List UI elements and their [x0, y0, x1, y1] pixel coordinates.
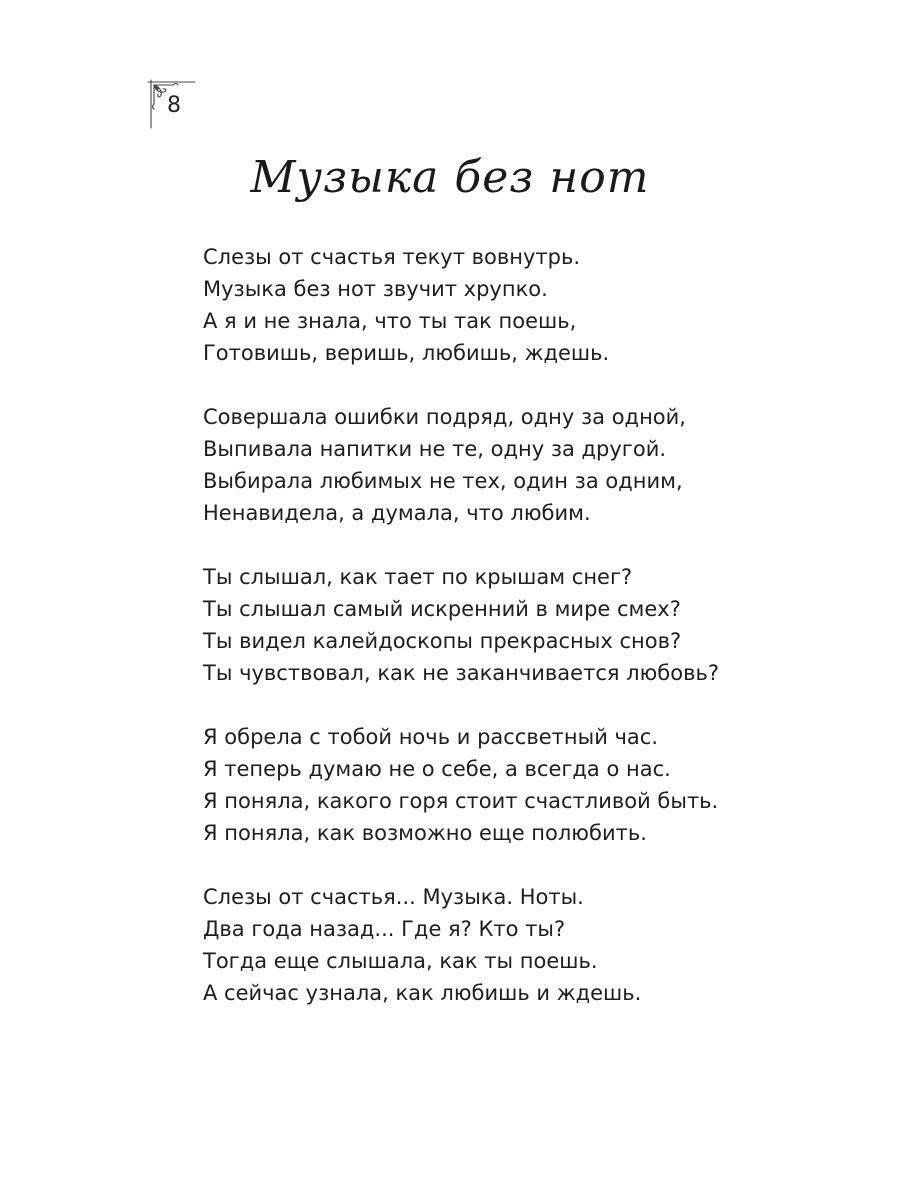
poem-body [203, 241, 823, 1041]
poem-line: А я и не знала, что ты так поешь, [203, 309, 577, 333]
poem-line: Ненавидела, а думала, что любим. [203, 501, 591, 525]
poem-title: Музыка без нот [250, 152, 650, 203]
poem-line: Тогда еще слышала, как ты поешь. [203, 949, 598, 973]
poem-line: Ты слышал, как тает по крышам снег? [203, 565, 633, 589]
stanza-2 [203, 401, 823, 529]
poem-line: Я теперь думаю не о себе, а всегда о нас. [203, 757, 671, 781]
poem-line: Два года назад... Где я? Кто ты? [203, 917, 566, 941]
poem-line: А сейчас узнала, как любишь и ждешь. [203, 981, 642, 1005]
poem-line: Слезы от счастья... Музыка. Ноты. [203, 885, 584, 909]
poem-line: Готовишь, веришь, любишь, ждешь. [203, 341, 610, 365]
poem-line: Выпивала напитки не те, одну за другой. [203, 437, 667, 461]
poem-line: Выбирала любимых не тех, один за одним, [203, 469, 683, 493]
poem-line: Я поняла, как возможно еще полюбить. [203, 821, 647, 845]
poem-line: Я обрела с тобой ночь и рассветный час. [203, 725, 659, 749]
stanza-4 [203, 721, 823, 849]
stanza-3 [203, 561, 823, 689]
poem-line: Музыка без нот звучит хрупко. [203, 277, 548, 301]
poem-line: Ты видел калейдоскопы прекрасных снов? [203, 629, 682, 653]
page-number: 8 [167, 93, 181, 118]
stanza-5 [203, 881, 823, 1009]
stanza-1 [203, 241, 823, 369]
poem-line: Ты слышал самый искренний в мире смех? [203, 597, 681, 621]
poem-line: Ты чувствовал, как не заканчивается любовь? [203, 661, 719, 685]
poem-line: Слезы от счастья текут вовнутрь. [203, 245, 581, 269]
poem-line: Совершала ошибки подряд, одну за одной, [203, 405, 686, 429]
poem-line: Я поняла, какого горя стоит счастливой быть. [203, 789, 719, 813]
